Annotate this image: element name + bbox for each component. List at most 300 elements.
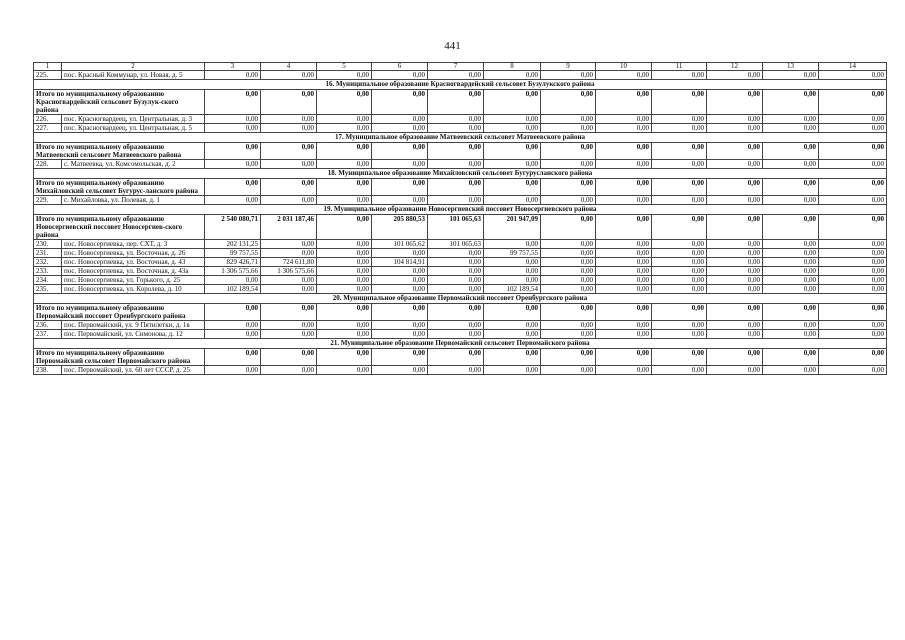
value-cell: 0,00 xyxy=(596,196,652,205)
value-cell: 1 306 575,66 xyxy=(261,267,317,276)
value-cell: 101 065,62 xyxy=(372,240,428,249)
value-cell: 0,00 xyxy=(763,321,819,330)
column-number: 13 xyxy=(763,63,819,71)
value-cell: 0,00 xyxy=(763,349,819,366)
value-cell: 0,00 xyxy=(484,160,541,169)
value-cell: 104 814,91 xyxy=(372,258,428,267)
value-cell: 0,00 xyxy=(707,143,763,160)
address-cell: пос. Красногвардеец, ул. Центральная, д. 5 xyxy=(62,124,205,133)
value-cell: 0,00 xyxy=(372,285,428,294)
value-cell: 0,00 xyxy=(652,90,707,115)
value-cell: 1 306 575,66 xyxy=(205,267,261,276)
value-cell: 0,00 xyxy=(652,179,707,196)
address-cell: пос. Новосергиевка, ул. Горького, д. 25 xyxy=(62,276,205,285)
value-cell: 0,00 xyxy=(205,160,261,169)
value-cell: 0,00 xyxy=(652,285,707,294)
value-cell: 99 757,55 xyxy=(205,249,261,258)
row-number: 236. xyxy=(34,321,62,330)
value-cell: 0,00 xyxy=(372,160,428,169)
value-cell: 0,00 xyxy=(428,366,484,375)
value-cell: 0,00 xyxy=(205,90,261,115)
column-number: 9 xyxy=(541,63,596,71)
value-cell: 0,00 xyxy=(261,366,317,375)
value-cell: 0,00 xyxy=(372,124,428,133)
value-cell: 0,00 xyxy=(541,240,596,249)
value-cell: 0,00 xyxy=(596,124,652,133)
value-cell: 0,00 xyxy=(261,196,317,205)
value-cell: 0,00 xyxy=(428,124,484,133)
value-cell: 0,00 xyxy=(763,196,819,205)
value-cell: 0,00 xyxy=(261,179,317,196)
address-cell: пос. Новосергиевка, ул. Восточная, д. 43а xyxy=(62,267,205,276)
value-cell: 101 065,63 xyxy=(428,240,484,249)
value-cell: 0,00 xyxy=(652,160,707,169)
value-cell: 0,00 xyxy=(763,71,819,80)
value-cell: 0,00 xyxy=(819,285,887,294)
section-heading-row xyxy=(34,339,887,349)
value-cell: 0,00 xyxy=(428,249,484,258)
value-cell: 0,00 xyxy=(317,160,372,169)
value-cell: 101 065,63 xyxy=(428,215,484,240)
value-cell: 0,00 xyxy=(541,267,596,276)
section-heading-row xyxy=(34,205,887,215)
value-cell: 0,00 xyxy=(819,124,887,133)
total-row xyxy=(34,90,887,115)
value-cell: 0,00 xyxy=(707,267,763,276)
value-cell: 0,00 xyxy=(596,240,652,249)
value-cell: 0,00 xyxy=(541,90,596,115)
value-cell: 0,00 xyxy=(819,258,887,267)
value-cell: 0,00 xyxy=(819,276,887,285)
value-cell: 0,00 xyxy=(484,366,541,375)
value-cell: 0,00 xyxy=(707,124,763,133)
value-cell: 0,00 xyxy=(317,304,372,321)
value-cell: 201 947,09 xyxy=(484,215,541,240)
value-cell: 0,00 xyxy=(205,321,261,330)
value-cell: 0,00 xyxy=(652,71,707,80)
value-cell: 0,00 xyxy=(596,249,652,258)
value-cell: 0,00 xyxy=(261,115,317,124)
value-cell: 0,00 xyxy=(596,143,652,160)
value-cell: 0,00 xyxy=(261,304,317,321)
value-cell: 0,00 xyxy=(596,276,652,285)
value-cell: 0,00 xyxy=(372,90,428,115)
value-cell: 0,00 xyxy=(317,115,372,124)
value-cell: 0,00 xyxy=(707,366,763,375)
value-cell: 0,00 xyxy=(261,349,317,366)
value-cell: 0,00 xyxy=(596,267,652,276)
address-cell: пос. Первомайский, ул. 60 лет СССР, д. 25 xyxy=(62,366,205,375)
value-cell: 0,00 xyxy=(541,215,596,240)
value-cell: 102 189,54 xyxy=(205,285,261,294)
value-cell: 0,00 xyxy=(763,267,819,276)
column-number: 7 xyxy=(428,63,484,71)
value-cell: 0,00 xyxy=(541,321,596,330)
value-cell: 0,00 xyxy=(763,276,819,285)
value-cell: 0,00 xyxy=(261,240,317,249)
column-number: 5 xyxy=(317,63,372,71)
value-cell: 0,00 xyxy=(819,240,887,249)
column-number: 8 xyxy=(484,63,541,71)
value-cell: 0,00 xyxy=(652,366,707,375)
value-cell: 0,00 xyxy=(317,196,372,205)
section-heading: 18. Муниципальное образование Михайловский сельсовет Бугурусланского района xyxy=(34,169,887,179)
value-cell: 0,00 xyxy=(652,304,707,321)
value-cell: 0,00 xyxy=(596,349,652,366)
table-row xyxy=(34,276,887,285)
value-cell: 0,00 xyxy=(707,71,763,80)
value-cell: 0,00 xyxy=(372,267,428,276)
value-cell: 0,00 xyxy=(652,124,707,133)
total-label: Итого по муниципальному образованию Новосергиевский поссовет Новосергиев-ского района xyxy=(34,215,205,240)
value-cell: 0,00 xyxy=(428,258,484,267)
value-cell: 0,00 xyxy=(317,124,372,133)
row-number: 226. xyxy=(34,115,62,124)
value-cell: 0,00 xyxy=(428,349,484,366)
value-cell: 0,00 xyxy=(205,304,261,321)
column-number: 2 xyxy=(62,63,205,71)
value-cell: 0,00 xyxy=(763,143,819,160)
value-cell: 0,00 xyxy=(652,249,707,258)
value-cell: 0,00 xyxy=(652,196,707,205)
value-cell: 0,00 xyxy=(317,321,372,330)
row-number: 228. xyxy=(34,160,62,169)
value-cell: 0,00 xyxy=(652,143,707,160)
column-number: 4 xyxy=(261,63,317,71)
column-number-row xyxy=(34,63,887,71)
value-cell: 0,00 xyxy=(652,276,707,285)
row-number: 232. xyxy=(34,258,62,267)
total-row xyxy=(34,143,887,160)
value-cell: 0,00 xyxy=(205,349,261,366)
value-cell: 0,00 xyxy=(707,276,763,285)
value-cell: 0,00 xyxy=(372,276,428,285)
value-cell: 0,00 xyxy=(707,160,763,169)
value-cell: 0,00 xyxy=(205,330,261,339)
value-cell: 0,00 xyxy=(652,321,707,330)
value-cell: 0,00 xyxy=(261,90,317,115)
value-cell: 0,00 xyxy=(707,115,763,124)
section-heading: 17. Муниципальное образование Матвеевский сельсовет Матвеевского района xyxy=(34,133,887,143)
value-cell: 0,00 xyxy=(596,215,652,240)
section-heading-row xyxy=(34,169,887,179)
value-cell: 0,00 xyxy=(541,124,596,133)
column-number: 3 xyxy=(205,63,261,71)
value-cell: 0,00 xyxy=(819,115,887,124)
value-cell: 0,00 xyxy=(261,276,317,285)
value-cell: 0,00 xyxy=(541,366,596,375)
address-cell: пос. Красногвардеец, ул. Центральная, д. 3 xyxy=(62,115,205,124)
row-number: 230. xyxy=(34,240,62,249)
value-cell: 0,00 xyxy=(317,90,372,115)
total-label: Итого по муниципальному образованию Первомайский поссовет Оренбургского района xyxy=(34,304,205,321)
value-cell: 0,00 xyxy=(707,304,763,321)
value-cell: 0,00 xyxy=(596,366,652,375)
value-cell: 0,00 xyxy=(763,240,819,249)
value-cell: 0,00 xyxy=(819,71,887,80)
value-cell: 0,00 xyxy=(428,90,484,115)
row-number: 225. xyxy=(34,71,62,80)
value-cell: 0,00 xyxy=(317,285,372,294)
row-number: 229. xyxy=(34,196,62,205)
value-cell: 0,00 xyxy=(428,196,484,205)
value-cell: 0,00 xyxy=(763,160,819,169)
address-cell: пос. Красный Коммунар, ул. Новая, д. 5 xyxy=(62,71,205,80)
table-row xyxy=(34,196,887,205)
value-cell: 0,00 xyxy=(261,330,317,339)
value-cell: 0,00 xyxy=(484,276,541,285)
value-cell: 0,00 xyxy=(484,240,541,249)
value-cell: 0,00 xyxy=(205,196,261,205)
value-cell: 0,00 xyxy=(763,366,819,375)
value-cell: 0,00 xyxy=(205,179,261,196)
value-cell: 0,00 xyxy=(428,276,484,285)
value-cell: 0,00 xyxy=(372,366,428,375)
address-cell: пос. Новосергиевка, ул. Королева, д. 10 xyxy=(62,285,205,294)
total-label: Итого по муниципальному образованию Красногвардейский сельсовет Бузулук-ского района xyxy=(34,90,205,115)
table-row xyxy=(34,285,887,294)
value-cell: 0,00 xyxy=(261,71,317,80)
value-cell: 0,00 xyxy=(261,124,317,133)
value-cell: 0,00 xyxy=(428,179,484,196)
value-cell: 0,00 xyxy=(317,249,372,258)
value-cell: 0,00 xyxy=(317,258,372,267)
value-cell: 0,00 xyxy=(596,179,652,196)
value-cell: 0,00 xyxy=(428,115,484,124)
value-cell: 0,00 xyxy=(819,349,887,366)
address-cell: пос. Новосергиевка, пер. СХТ, д. 3 xyxy=(62,240,205,249)
register-table xyxy=(33,62,887,375)
value-cell: 0,00 xyxy=(541,276,596,285)
table-row xyxy=(34,321,887,330)
total-row xyxy=(34,179,887,196)
value-cell: 0,00 xyxy=(317,276,372,285)
address-cell: пос. Новосергиевка, ул. Восточная, д. 43 xyxy=(62,258,205,267)
value-cell: 0,00 xyxy=(261,143,317,160)
table-row xyxy=(34,330,887,339)
value-cell: 0,00 xyxy=(596,115,652,124)
value-cell: 0,00 xyxy=(819,321,887,330)
value-cell: 0,00 xyxy=(372,196,428,205)
value-cell: 0,00 xyxy=(484,179,541,196)
row-number: 227. xyxy=(34,124,62,133)
value-cell: 0,00 xyxy=(652,258,707,267)
value-cell: 0,00 xyxy=(763,258,819,267)
value-cell: 0,00 xyxy=(205,143,261,160)
row-number: 234. xyxy=(34,276,62,285)
value-cell: 0,00 xyxy=(484,321,541,330)
table-row xyxy=(34,267,887,276)
value-cell: 0,00 xyxy=(428,321,484,330)
value-cell: 829 426,71 xyxy=(205,258,261,267)
table-row xyxy=(34,240,887,249)
value-cell: 0,00 xyxy=(372,321,428,330)
table-body xyxy=(34,63,887,375)
value-cell: 0,00 xyxy=(652,267,707,276)
value-cell: 0,00 xyxy=(541,115,596,124)
value-cell: 0,00 xyxy=(317,179,372,196)
value-cell: 0,00 xyxy=(317,267,372,276)
value-cell: 0,00 xyxy=(317,71,372,80)
column-number: 10 xyxy=(596,63,652,71)
total-row xyxy=(34,215,887,240)
value-cell: 0,00 xyxy=(317,215,372,240)
address-cell: пос. Первомайский, ул. Симонова, д. 12 xyxy=(62,330,205,339)
value-cell: 0,00 xyxy=(484,267,541,276)
value-cell: 0,00 xyxy=(819,196,887,205)
value-cell: 0,00 xyxy=(541,285,596,294)
value-cell: 0,00 xyxy=(372,143,428,160)
value-cell: 0,00 xyxy=(261,160,317,169)
value-cell: 0,00 xyxy=(596,285,652,294)
table-row xyxy=(34,115,887,124)
value-cell: 0,00 xyxy=(541,160,596,169)
value-cell: 0,00 xyxy=(317,143,372,160)
value-cell: 0,00 xyxy=(541,71,596,80)
value-cell: 0,00 xyxy=(261,249,317,258)
value-cell: 0,00 xyxy=(484,349,541,366)
value-cell: 0,00 xyxy=(707,349,763,366)
table-row xyxy=(34,249,887,258)
section-heading-row xyxy=(34,80,887,90)
value-cell: 0,00 xyxy=(763,124,819,133)
value-cell: 0,00 xyxy=(819,267,887,276)
column-number: 11 xyxy=(652,63,707,71)
address-cell: с. Михайловка, ул. Полевая, д. 1 xyxy=(62,196,205,205)
value-cell: 0,00 xyxy=(484,71,541,80)
value-cell: 0,00 xyxy=(484,143,541,160)
row-number: 238. xyxy=(34,366,62,375)
value-cell: 0,00 xyxy=(763,179,819,196)
value-cell: 2 540 080,71 xyxy=(205,215,261,240)
value-cell: 0,00 xyxy=(819,179,887,196)
column-number: 6 xyxy=(372,63,428,71)
value-cell: 0,00 xyxy=(541,258,596,267)
value-cell: 0,00 xyxy=(484,258,541,267)
value-cell: 0,00 xyxy=(484,90,541,115)
value-cell: 0,00 xyxy=(707,240,763,249)
value-cell: 0,00 xyxy=(819,143,887,160)
section-heading-row xyxy=(34,133,887,143)
value-cell: 102 189,54 xyxy=(484,285,541,294)
value-cell: 0,00 xyxy=(652,115,707,124)
value-cell: 0,00 xyxy=(261,285,317,294)
value-cell: 0,00 xyxy=(205,366,261,375)
value-cell: 0,00 xyxy=(372,71,428,80)
value-cell: 2 031 187,46 xyxy=(261,215,317,240)
value-cell: 0,00 xyxy=(428,160,484,169)
value-cell: 0,00 xyxy=(484,196,541,205)
value-cell: 0,00 xyxy=(428,285,484,294)
table-row xyxy=(34,160,887,169)
value-cell: 0,00 xyxy=(763,330,819,339)
value-cell: 0,00 xyxy=(819,304,887,321)
table-row xyxy=(34,258,887,267)
value-cell: 0,00 xyxy=(652,215,707,240)
value-cell: 0,00 xyxy=(707,249,763,258)
value-cell: 0,00 xyxy=(763,115,819,124)
total-label: Итого по муниципальному образованию Михайловский сельсовет Бугурус-ланского района xyxy=(34,179,205,196)
value-cell: 0,00 xyxy=(652,330,707,339)
value-cell: 0,00 xyxy=(819,160,887,169)
value-cell: 0,00 xyxy=(763,215,819,240)
value-cell: 0,00 xyxy=(541,330,596,339)
value-cell: 0,00 xyxy=(707,258,763,267)
value-cell: 0,00 xyxy=(596,321,652,330)
value-cell: 0,00 xyxy=(372,179,428,196)
value-cell: 0,00 xyxy=(484,124,541,133)
value-cell: 0,00 xyxy=(652,349,707,366)
value-cell: 0,00 xyxy=(372,115,428,124)
value-cell: 0,00 xyxy=(763,249,819,258)
column-number: 12 xyxy=(707,63,763,71)
value-cell: 0,00 xyxy=(205,276,261,285)
value-cell: 0,00 xyxy=(763,285,819,294)
column-number: 14 xyxy=(819,63,887,71)
value-cell: 99 757,55 xyxy=(484,249,541,258)
total-row xyxy=(34,304,887,321)
row-number: 237. xyxy=(34,330,62,339)
value-cell: 0,00 xyxy=(541,249,596,258)
value-cell: 0,00 xyxy=(707,179,763,196)
value-cell: 0,00 xyxy=(317,330,372,339)
value-cell: 0,00 xyxy=(372,304,428,321)
value-cell: 0,00 xyxy=(484,115,541,124)
value-cell: 0,00 xyxy=(205,124,261,133)
value-cell: 0,00 xyxy=(596,71,652,80)
value-cell: 0,00 xyxy=(541,179,596,196)
value-cell: 205 880,53 xyxy=(372,215,428,240)
value-cell: 0,00 xyxy=(596,90,652,115)
section-heading-row xyxy=(34,294,887,304)
value-cell: 0,00 xyxy=(596,304,652,321)
value-cell: 0,00 xyxy=(484,304,541,321)
value-cell: 202 131,25 xyxy=(205,240,261,249)
address-cell: пос. Новосергиевка, ул. Восточная, д. 26 xyxy=(62,249,205,258)
value-cell: 0,00 xyxy=(428,71,484,80)
value-cell: 0,00 xyxy=(541,304,596,321)
value-cell: 0,00 xyxy=(819,366,887,375)
value-cell: 0,00 xyxy=(428,330,484,339)
value-cell: 0,00 xyxy=(763,304,819,321)
value-cell: 0,00 xyxy=(707,90,763,115)
value-cell: 0,00 xyxy=(428,267,484,276)
value-cell: 0,00 xyxy=(819,249,887,258)
section-heading: 21. Муниципальное образование Первомайский сельсовет Первомайского района xyxy=(34,339,887,349)
value-cell: 0,00 xyxy=(205,71,261,80)
row-number: 231. xyxy=(34,249,62,258)
value-cell: 0,00 xyxy=(763,90,819,115)
row-number: 233. xyxy=(34,267,62,276)
value-cell: 0,00 xyxy=(707,215,763,240)
value-cell: 0,00 xyxy=(596,258,652,267)
value-cell: 0,00 xyxy=(317,366,372,375)
section-heading: 20. Муниципальное образование Первомайский поссовет Оренбургского района xyxy=(34,294,887,304)
value-cell: 0,00 xyxy=(261,321,317,330)
table-row xyxy=(34,124,887,133)
value-cell: 0,00 xyxy=(819,330,887,339)
value-cell: 0,00 xyxy=(541,349,596,366)
value-cell: 0,00 xyxy=(428,143,484,160)
value-cell: 0,00 xyxy=(205,115,261,124)
address-cell: с. Матвеевка, ул. Комсомольская, д. 2 xyxy=(62,160,205,169)
value-cell: 724 611,80 xyxy=(261,258,317,267)
table-row xyxy=(34,71,887,80)
total-row xyxy=(34,349,887,366)
value-cell: 0,00 xyxy=(372,330,428,339)
value-cell: 0,00 xyxy=(707,321,763,330)
value-cell: 0,00 xyxy=(707,330,763,339)
